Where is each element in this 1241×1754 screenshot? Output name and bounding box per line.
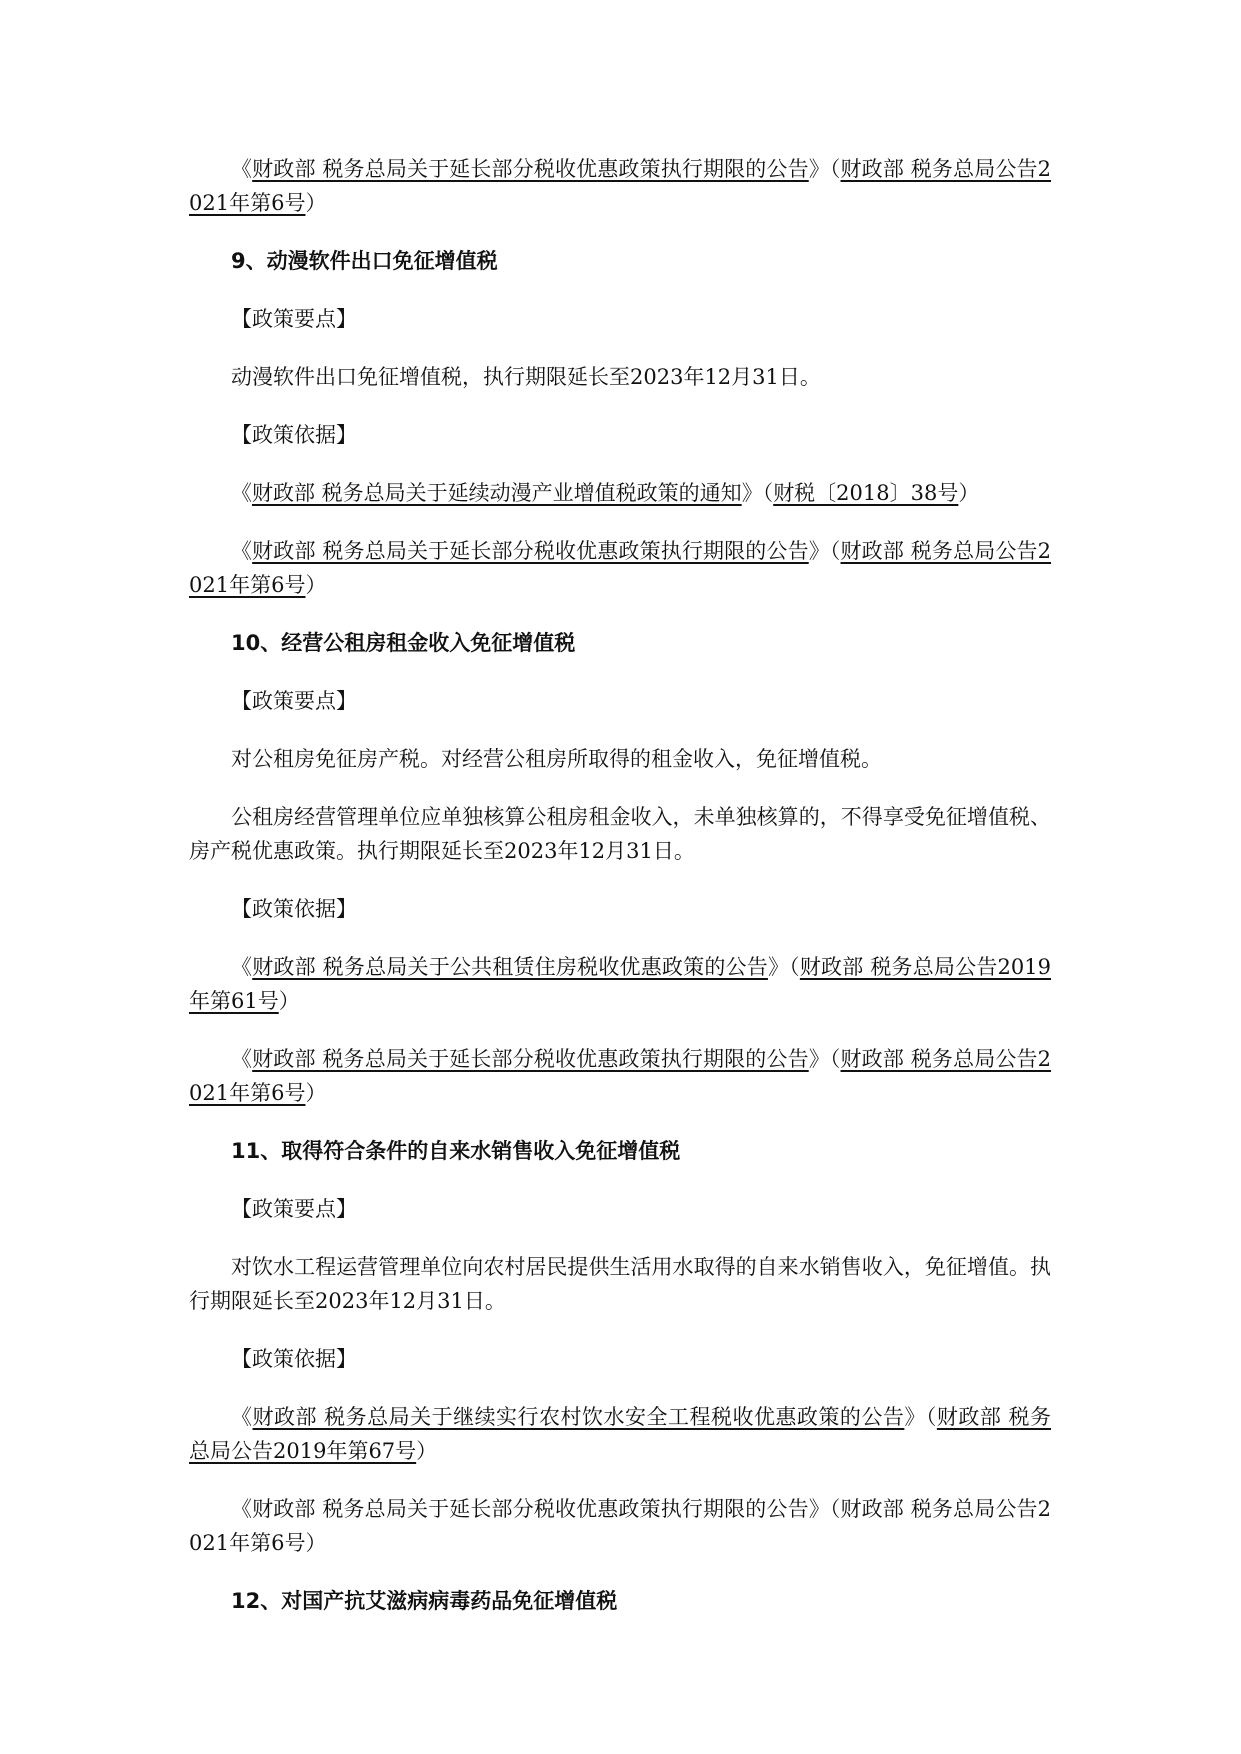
- policy-reference: [189, 950, 1051, 1018]
- ref-document-title: 财政部 税务总局关于延长部分税收优惠政策执行期限的公告: [252, 539, 809, 563]
- policy-reference: [189, 1400, 1051, 1468]
- ref-document-number: 财政部 税务总局公告2019年第67号: [189, 1405, 1051, 1463]
- policy-reference: [189, 476, 1051, 510]
- ref-separator: 》（: [741, 481, 774, 505]
- ref-bracket-close: ）: [416, 1439, 438, 1463]
- ref-bracket-open: 《: [231, 539, 253, 563]
- ref-document-number: 财政部 税务总局公告2019年第61号: [189, 955, 1051, 1013]
- ref-bracket-close: ）: [305, 1081, 327, 1105]
- document-body: [189, 152, 1051, 1642]
- ref-bracket-open: 《: [231, 481, 252, 505]
- ref-document-title: 财政部 税务总局关于延续动漫产业增值税政策的通知: [252, 481, 742, 505]
- ref-bracket-open: 《: [231, 157, 253, 181]
- ref-bracket-open: 《: [231, 955, 253, 979]
- body-paragraph: 对饮水工程运营管理单位向农村居民提供生活用水取得的自来水销售收入，免征增值。执行期限延长至2023年12月31日。: [189, 1255, 1051, 1313]
- ref-document-number: 财税〔2018〕38号: [773, 481, 959, 505]
- ref-bracket-open: 《: [231, 1047, 253, 1071]
- section-heading: 10、经营公租房租金收入免征增值税: [231, 631, 576, 655]
- ref-document-title: 财政部 税务总局关于继续实行农村饮水安全工程税收优惠政策的公告: [252, 1405, 905, 1429]
- section-heading: 12、对国产抗艾滋病病毒药品免征增值税: [231, 1589, 618, 1613]
- ref-document-number: 财政部 税务总局公告2021年第6号: [189, 157, 1052, 215]
- ref-separator: 》（: [904, 1405, 937, 1429]
- policy-reference: [189, 1042, 1051, 1110]
- policy-reference: [189, 152, 1051, 220]
- body-paragraph: 【政策依据】: [231, 423, 357, 447]
- ref-separator: 》（: [767, 955, 800, 979]
- body-paragraph: 【政策要点】: [231, 689, 357, 713]
- body-paragraph: 《财政部 税务总局关于延长部分税收优惠政策执行期限的公告》（财政部 税务总局公告2021年第6号）: [189, 1497, 1051, 1555]
- section-heading: 9、动漫软件出口免征增值税: [231, 249, 498, 273]
- section-heading: 11、取得符合条件的自来水销售收入免征增值税: [231, 1139, 681, 1163]
- ref-document-number: 财政部 税务总局公告2021年第6号: [189, 1047, 1052, 1105]
- body-paragraph: 对公租房免征房产税。对经营公租房所取得的租金收入，免征增值税。: [231, 747, 882, 771]
- ref-separator: 》（: [808, 539, 841, 563]
- ref-bracket-close: ）: [958, 481, 980, 505]
- ref-separator: 》（: [808, 1047, 841, 1071]
- ref-document-title: 财政部 税务总局关于延长部分税收优惠政策执行期限的公告: [252, 157, 809, 181]
- body-paragraph: 动漫软件出口免征增值税，执行期限延长至2023年12月31日。: [231, 365, 821, 389]
- ref-bracket-close: ）: [278, 989, 300, 1013]
- body-paragraph: 公租房经营管理单位应单独核算公租房租金收入，未单独核算的，不得享受免征增值税、房产税优惠政策。执行期限延长至2023年12月31日。: [189, 805, 1051, 863]
- ref-document-title: 财政部 税务总局关于公共租赁住房税收优惠政策的公告: [252, 955, 768, 979]
- policy-reference: [189, 534, 1051, 602]
- body-paragraph: 【政策要点】: [231, 307, 357, 331]
- ref-bracket-close: ）: [305, 191, 327, 215]
- ref-document-number: 财政部 税务总局公告2021年第6号: [189, 539, 1052, 597]
- ref-document-title: 财政部 税务总局关于延长部分税收优惠政策执行期限的公告: [252, 1047, 809, 1071]
- ref-bracket-close: ）: [305, 573, 327, 597]
- ref-bracket-open: 《: [231, 1405, 253, 1429]
- body-paragraph: 【政策依据】: [231, 1347, 357, 1371]
- body-paragraph: 【政策要点】: [231, 1197, 357, 1221]
- body-paragraph: 【政策依据】: [231, 897, 357, 921]
- ref-separator: 》（: [808, 157, 841, 181]
